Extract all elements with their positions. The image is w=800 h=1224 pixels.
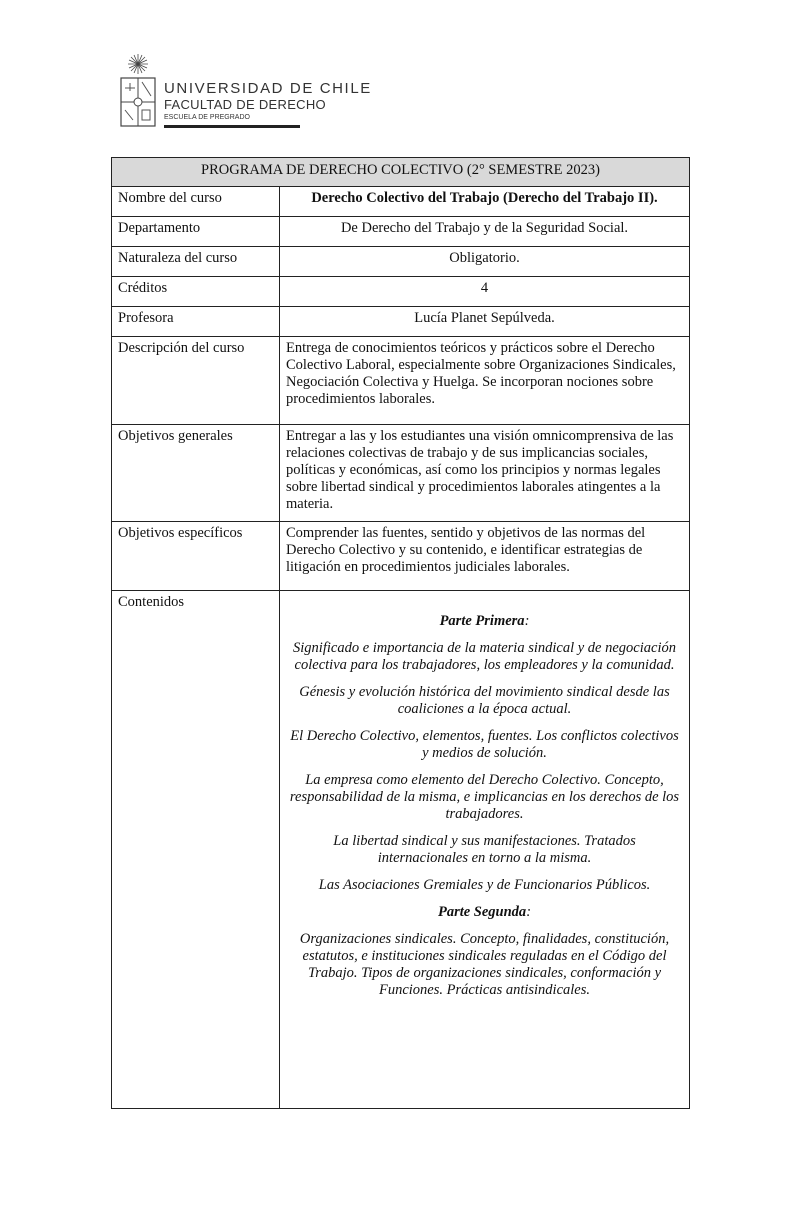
row-label: Contenidos bbox=[112, 591, 280, 1109]
course-name: Derecho Colectivo del Trabajo (Derecho del Trabajo II). bbox=[280, 187, 690, 217]
content-item: Las Asociaciones Gremiales y de Funcionarios Públicos. bbox=[318, 877, 651, 893]
university-name: UNIVERSIDAD DE CHILE bbox=[164, 80, 372, 97]
content-item: El Derecho Colectivo, elementos, fuentes. Los conflictos colectivos y medios de solución. bbox=[290, 728, 679, 761]
university-crest-icon bbox=[118, 52, 158, 130]
course-program-table bbox=[111, 157, 690, 1109]
contents: Parte Primera: Significado e importancia de la materia sindical y de negociación colectiva para los trabajadores, los empleadores y la comunidad. Génesis y evolución histórica del movimiento sindical desde las coaliciones a la época actual. El Derecho Colectivo, elementos, fuentes. Los conflictos colectivos y medios de solución. La empresa como elemento del Derecho Colectivo. Concepto, responsabilidad de la misma, e implicancias en los derechos de los trabajadores. La libertad sindical y sus manifestaciones. Tratados internacionales en torno a la misma. Las Asociaciones Gremiales y de Funcionarios Públicos. Parte Segunda: Organizaciones sindicales. Concepto, finalidades, constitución, estatutos, e instituciones sindicales reguladas en el Código del Trabajo. Tipos de organizaciones sindicales, conformación y Funciones. Prácticas antisindicales. bbox=[280, 591, 690, 1109]
row-label: Objetivos generales bbox=[112, 425, 280, 522]
school-name: ESCUELA DE PREGRADO bbox=[164, 114, 250, 121]
course-nature: Obligatorio. bbox=[280, 247, 690, 277]
part-title: Parte Primera bbox=[439, 613, 525, 629]
table-row bbox=[112, 337, 690, 425]
professor: Lucía Planet Sepúlveda. bbox=[280, 307, 690, 337]
row-label: Objetivos específicos bbox=[112, 522, 280, 591]
content-item: Organizaciones sindicales. Concepto, finalidades, constitución, estatutos, e instituciones sindicales reguladas en el Código del Trabajo. Tipos de organizaciones sindicales, conformación y Funciones. Prácticas antisindicales. bbox=[299, 931, 670, 998]
table-row bbox=[112, 277, 690, 307]
table-row bbox=[112, 425, 690, 522]
row-label: Nombre del curso bbox=[112, 187, 280, 217]
general-objectives: Entregar a las y los estudiantes una visión omnicomprensiva de las relaciones colectivas de trabajo y de sus implicancias sociales, políticas y económicas, así como los principios y normas legales sobre libertad sindical y procedimientos laborales atingentes a la materia. bbox=[280, 425, 690, 522]
row-label: Créditos bbox=[112, 277, 280, 307]
table-row bbox=[112, 307, 690, 337]
table-row bbox=[112, 522, 690, 591]
row-label: Descripción del curso bbox=[112, 337, 280, 425]
table-row bbox=[112, 217, 690, 247]
faculty-name: FACULTAD DE DERECHO bbox=[164, 97, 326, 112]
row-label: Naturaleza del curso bbox=[112, 247, 280, 277]
content-item: La empresa como elemento del Derecho Colectivo. Concepto, responsabilidad de la misma, e implicancias en los derechos de los trabajadores. bbox=[289, 772, 680, 822]
department: De Derecho del Trabajo y de la Seguridad Social. bbox=[280, 217, 690, 247]
specific-objectives: Comprender las fuentes, sentido y objetivos de las normas del Derecho Colectivo y su contenido, e identificar estrategias de litigación en procedimientos judiciales laborales. bbox=[280, 522, 690, 591]
table-row bbox=[112, 591, 690, 1109]
content-item: Significado e importancia de la materia sindical y de negociación colectiva para los trabajadores, los empleadores y la comunidad. bbox=[293, 640, 676, 673]
content-item: Génesis y evolución histórica del movimiento sindical desde las coaliciones a la época actual. bbox=[299, 684, 670, 717]
credits: 4 bbox=[280, 277, 690, 307]
table-row bbox=[112, 247, 690, 277]
logo-underline bbox=[164, 125, 300, 128]
part-title: Parte Segunda bbox=[437, 904, 527, 920]
course-description: Entrega de conocimientos teóricos y prácticos sobre el Derecho Colectivo Laboral, especialmente sobre Organizaciones Sindicales, Negociación Colectiva y Huelga. Se incorporan nociones sobre procedimientos laborales. bbox=[280, 337, 690, 425]
table-row bbox=[112, 187, 690, 217]
table-title: PROGRAMA DE DERECHO COLECTIVO (2° SEMESTRE 2023) bbox=[112, 158, 690, 187]
row-label: Profesora bbox=[112, 307, 280, 337]
university-logo bbox=[118, 52, 372, 132]
content-item: La libertad sindical y sus manifestaciones. Tratados internacionales en torno a la misma. bbox=[333, 833, 636, 866]
row-label: Departamento bbox=[112, 217, 280, 247]
